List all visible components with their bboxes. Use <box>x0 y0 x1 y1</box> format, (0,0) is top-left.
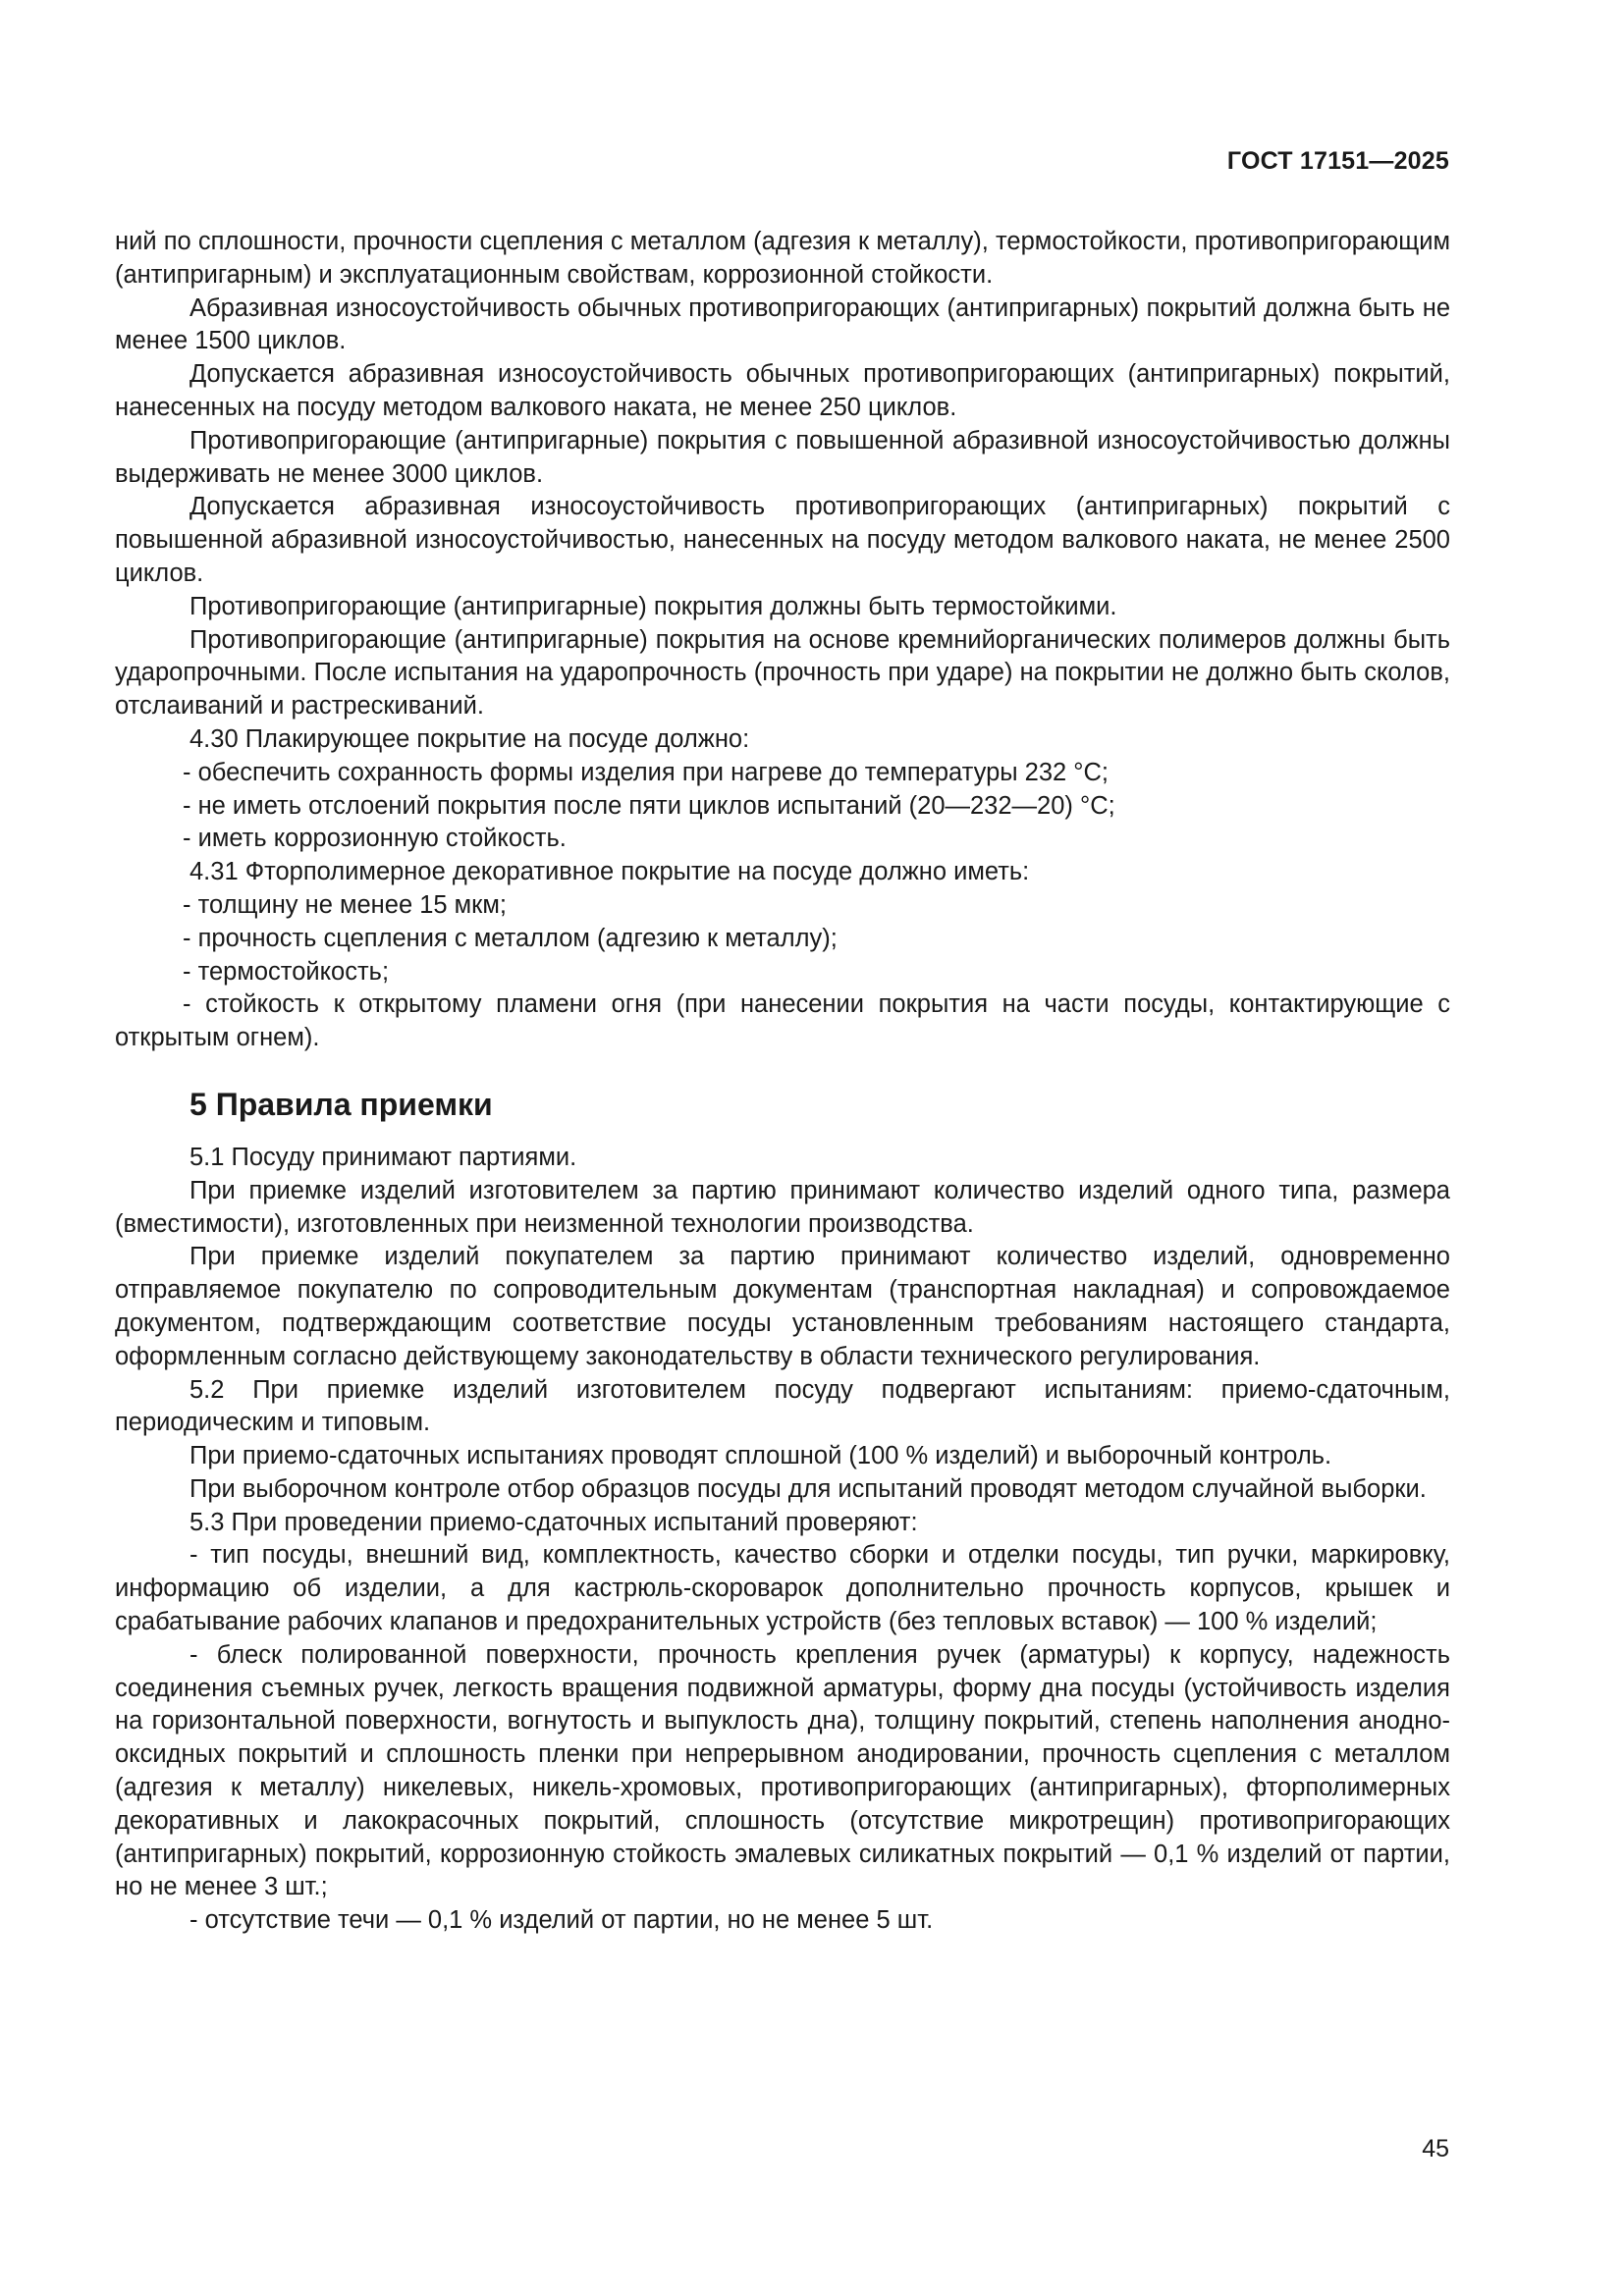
list-item: - не иметь отслоений покрытия после пяти циклов испытаний (20—232—20) °С; <box>183 791 1115 820</box>
paragraph: При выборочном контроле отбор образцов посуды для испытаний проводят методом случайной выборки. <box>189 1474 1427 1503</box>
paragraph: Допускается абразивная износоустойчивость противопригорающих (антипригарных) покрытий с повышенной абразивной износоустойчивостью, нанесенных на посуду методом валкового наката, не менее 2500 циклов. <box>115 493 1450 587</box>
paragraph: Противопригорающие (антипригарные) покрытия на основе кремнийорганических полимеров должны быть ударопрочными. После испытания на ударопрочность (прочность при ударе) на покрытии не должно быть сколов, отслаиваний и растрескиваний. <box>115 625 1450 721</box>
document-body <box>115 226 1450 1938</box>
list-item: - толщину не менее 15 мкм; <box>183 890 507 919</box>
page-number: 45 <box>1422 2135 1449 2163</box>
list-item: - стойкость к открытому пламени огня (при нанесении покрытия на части посуды, контактирующие с открытым огнем). <box>115 990 1450 1052</box>
list-item: - обеспечить сохранность формы изделия при нагреве до температуры 232 °С; <box>183 758 1109 786</box>
paragraph: Абразивная износоустойчивость обычных противопригорающих (антипригарных) покрытий должна быть не менее 1500 циклов. <box>115 294 1450 355</box>
clause-5-3: 5.3 При проведении приемо-сдаточных испытаний проверяют: <box>189 1508 918 1536</box>
document-code: ГОСТ 17151—2025 <box>1226 147 1449 175</box>
clause-5-2: 5.2 При приемке изделий изготовителем посуду подвергают испытаниям: приемо-сдаточным, периодическим и типовым. <box>115 1375 1450 1437</box>
clause-4-30: 4.30 Плакирующее покрытие на посуде должно: <box>189 724 750 753</box>
list-item: - тип посуды, внешний вид, комплектность, качество сборки и отделки посуды, тип ручки, маркировку, информацию об изделии, а для кастрюль-скороварок дополнительно прочность корпусов, крышек и срабатывание рабочих клапанов и предохранительных устройств (без тепловых вставок) — 100 % изделий; <box>115 1541 1450 1636</box>
paragraph: При приемке изделий покупателем за партию принимают количество изделий, одновременно отправляемое покупателю по сопроводительным документам (транспортная накладная) и сопровождаемое документом, подтверждающим соответствие посуды установленным требованиям настоящего стандарта, оформленным согласно действующему законодательству в области технического регулирования. <box>115 1243 1450 1370</box>
paragraph: При приемо-сдаточных испытаниях проводят сплошной (100 % изделий) и выборочный контроль. <box>189 1442 1332 1470</box>
list-item: - прочность сцепления с металлом (адгезию к металлу); <box>183 924 838 952</box>
paragraph: Противопригорающие (антипригарные) покрытия должны быть термостойкими. <box>189 592 1117 620</box>
list-item: - блеск полированной поверхности, прочность крепления ручек (арматуры) к корпусу, надежность соединения съемных ручек, легкость вращения подвижной арматуры, форму дна посуды (устойчивость изделия на горизонтальной поверхности, вогнутость и выпуклость дна), толщину покрытий, степень наполнения анодно-оксидных покрытий и сплошность пленки при непрерывном анодировании, прочность сцепления с металлом (адгезия к металлу) никелевых, никель-хромовых, противопригорающих (антипригарных), фторполимерных декоративных и лакокрасочных покрытий, сплошность (отсутствие микротрещин) противопригорающих (антипригарных) покрытий, коррозионную стойкость эмалевых силикатных покрытий — 0,1 % изделий от партии, но не менее 3 шт.; <box>115 1640 1450 1901</box>
clause-4-31: 4.31 Фторполимерное декоративное покрытие на посуде должно иметь: <box>189 858 1030 886</box>
list-item: - отсутствие течи — 0,1 % изделий от партии, но не менее 5 шт. <box>189 1906 934 1935</box>
paragraph: При приемке изделий изготовителем за партию принимают количество изделий одного типа, размера (вместимости), изготовленных при неизменной технологии производства. <box>115 1176 1450 1238</box>
list-item: - иметь коррозионную стойкость. <box>183 825 567 853</box>
paragraph: Допускается абразивная износоустойчивость обычных противопригорающих (антипригарных) покрытий, нанесенных на посуду методом валкового наката, не менее 250 циклов. <box>115 360 1450 421</box>
paragraph: ний по сплошности, прочности сцепления с металлом (адгезия к металлу), термостойкости, противопригорающим (антипригарным) и эксплуатационным свойствам, коррозионной стойкости. <box>115 228 1450 289</box>
clause-5-1: 5.1 Посуду принимают партиями. <box>189 1143 577 1171</box>
paragraph: Противопригорающие (антипригарные) покрытия с повышенной абразивной износоустойчивостью должны выдерживать не менее 3000 циклов. <box>115 426 1450 488</box>
list-item: - термостойкость; <box>183 957 390 986</box>
section-heading: 5 Правила приемки <box>189 1086 493 1122</box>
